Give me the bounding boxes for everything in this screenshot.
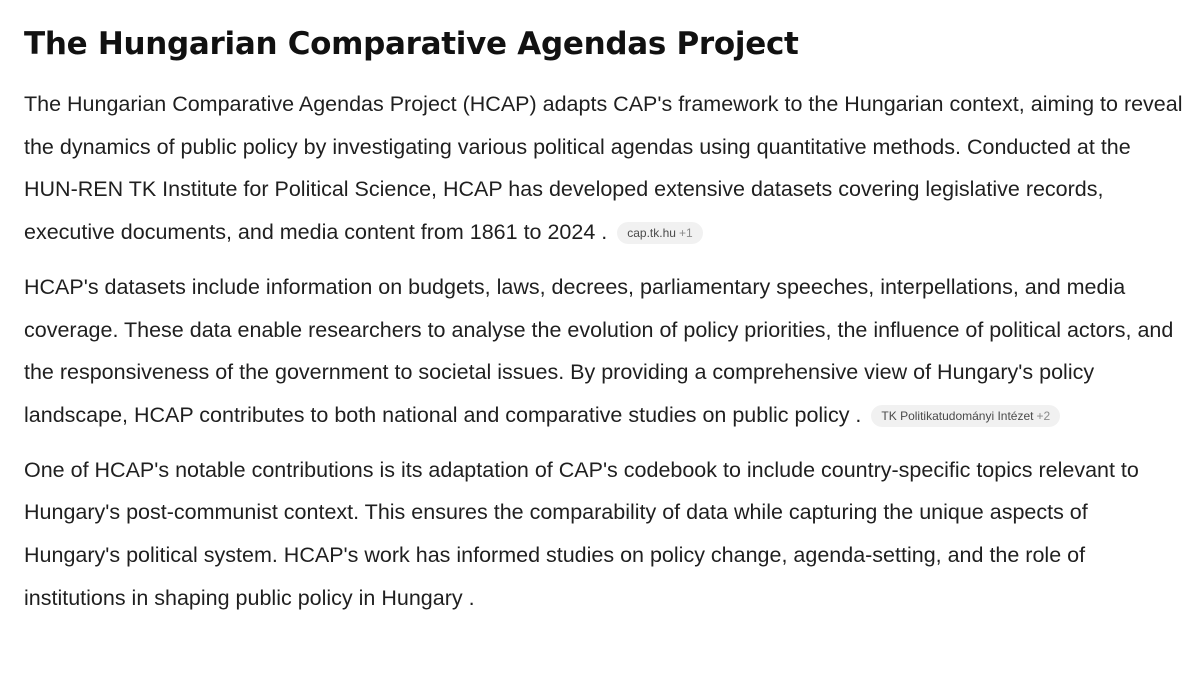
citation-more-count: +2 [1036,408,1051,423]
paragraph-1-text: The Hungarian Comparative Agendas Project (HCAP) adapts CAP's framework to the Hungarian context, aiming to reveal the dynamics of public policy by investigating various political agendas using quantitative methods. Conducted at the HUN-REN TK Institute for Political Science, HCAP has developed extensive datasets covering legislative records, executive documents, and media content from 1861 to 2024 . [24,92,1183,245]
paragraph-1 [24,83,1184,254]
citation-chip-cap-tk-hu[interactable] [617,222,702,244]
citation-source: TK Politikatudományi Intézet [881,408,1034,423]
paragraph-3-text: One of HCAP's notable contributions is its adaptation of CAP's codebook to include country-specific topics relevant to Hungary's post-communist context. This ensures the comparability of data while capturing the unique aspects of Hungary's political system. HCAP's work has informed studies on policy change, agenda-setting, and the role of institutions in shaping public policy in Hungary . [24,457,1139,610]
citation-more-count: +1 [678,226,693,241]
paragraph-3 [24,449,1184,620]
paragraph-2 [24,266,1184,437]
article [24,0,1184,619]
paragraph-2-text: HCAP's datasets include information on budgets, laws, decrees, parliamentary speeches, interpellations, and media coverage. These data enable researchers to analyse the evolution of policy priorities, the influence of political actors, and the responsiveness of the government to societal issues. By providing a comprehensive view of Hungary's policy landscape, HCAP contributes to both national and comparative studies on public policy . [24,274,1174,427]
page-title: The Hungarian Comparative Agendas Project [24,26,799,62]
citation-chip-tk-politikatudomanyi[interactable] [871,405,1060,427]
citation-source: cap.tk.hu [627,226,676,241]
